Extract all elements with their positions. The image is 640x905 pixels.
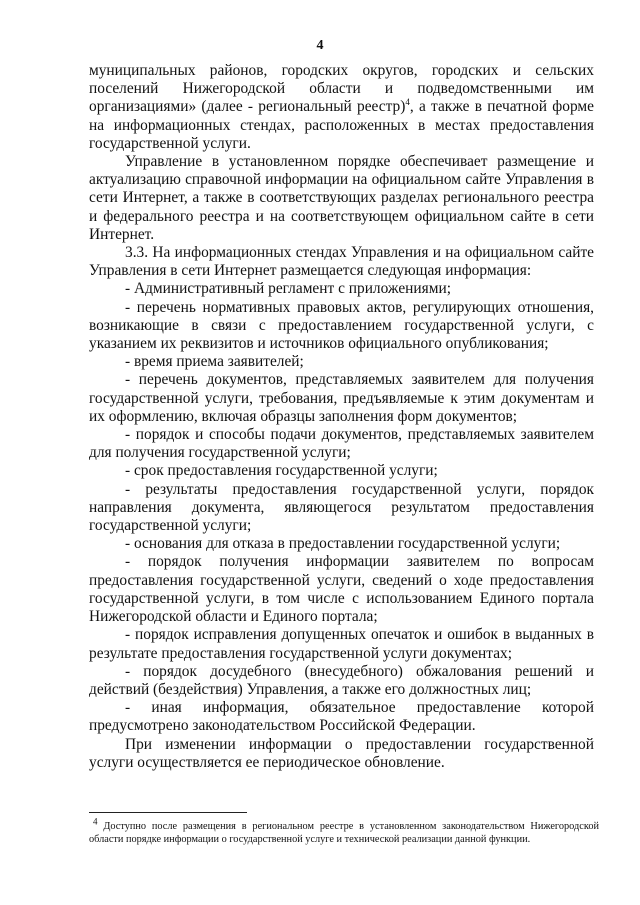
list-item: - перечень нормативных правовых актов, регулирующих отношения, возникающие в связи с предоставлением государственной услуги, с указанием их реквизитов и источников официального опубликования;: [89, 298, 594, 353]
footnote-divider: [89, 812, 247, 813]
footnote-marker: 4: [93, 816, 98, 827]
list-item: - перечень документов, представляемых заявителем для получения государственной услуги, требования, предъявляемые к этим документам и их оформлению, включая образцы заполнения форм документов;: [89, 371, 594, 425]
page-number: 4: [316, 38, 324, 53]
paragraph-text: , а также в печатной форме на информационных стендах, расположенных в местах предоставления государственной услуги.: [89, 98, 594, 152]
list-item: - порядок и способы подачи документов, представляемых заявителем для получения государственной услуги;: [89, 426, 594, 462]
list-item: - срок предоставления государственной услуги;: [125, 462, 438, 480]
list-item: - порядок получения информации заявителем по вопросам предоставления государственной услуги, сведений о ходе предоставления государственной услуги, в том числе с использованием Единого портала Нижегородской области и Единого портала;: [89, 553, 594, 626]
list-item: - порядок исправления допущенных опечаток и ошибок в выданных в результате предоставления государственной услуги документах;: [89, 626, 594, 662]
list-item: - время приема заявителей;: [125, 353, 304, 371]
paragraph-text: муниципальных районов, городских округов, городских и сельских поселений Нижегородской области и подведомственными им организациями» (далее - региональный реестр): [89, 62, 594, 116]
list-item: - основания для отказа в предоставлении государственной услуги;: [125, 535, 561, 553]
paragraph-continuation: [89, 62, 594, 153]
list-item: - порядок досудебного (внесудебного) обжалования решений и действий (бездействия) Управления, а также его должностных лиц;: [89, 662, 594, 698]
list-item: - иная информация, обязательное предоставление которой предусмотрено законодательством Российской Федерации.: [89, 699, 594, 735]
paragraph-section-3-3: 3.3. На информационных стендах Управления и на официальном сайте Управления в сети Интернет размещается следующая информация:: [89, 244, 594, 280]
footnote: [89, 816, 599, 846]
list-item: - Административный регламент с приложениями;: [125, 280, 451, 298]
footnote-text: Доступно после размещения в региональном реестре в установленном законодательством Нижегородской области порядке информации о государственной услуге и технической реализации данной функции.: [89, 821, 599, 845]
list-item: - результаты предоставления государственной услуги, порядок направления документа, являющегося результатом предоставления государственной услуги;: [89, 480, 594, 535]
footnote-reference: 4: [405, 97, 410, 108]
paragraph-management-info: Управление в установленном порядке обеспечивает размещение и актуализацию справочной информации на официальном сайте Управления в сети Интернет, а также в соответствующих разделах регионального реестра и федерального реестра и на соответствующем официальном сайте в сети Интернет.: [89, 153, 594, 243]
paragraph-periodic-update: При изменении информации о предоставлении государственной услуги осуществляется ее периодическое обновление.: [89, 735, 594, 771]
document-body: [89, 62, 594, 772]
